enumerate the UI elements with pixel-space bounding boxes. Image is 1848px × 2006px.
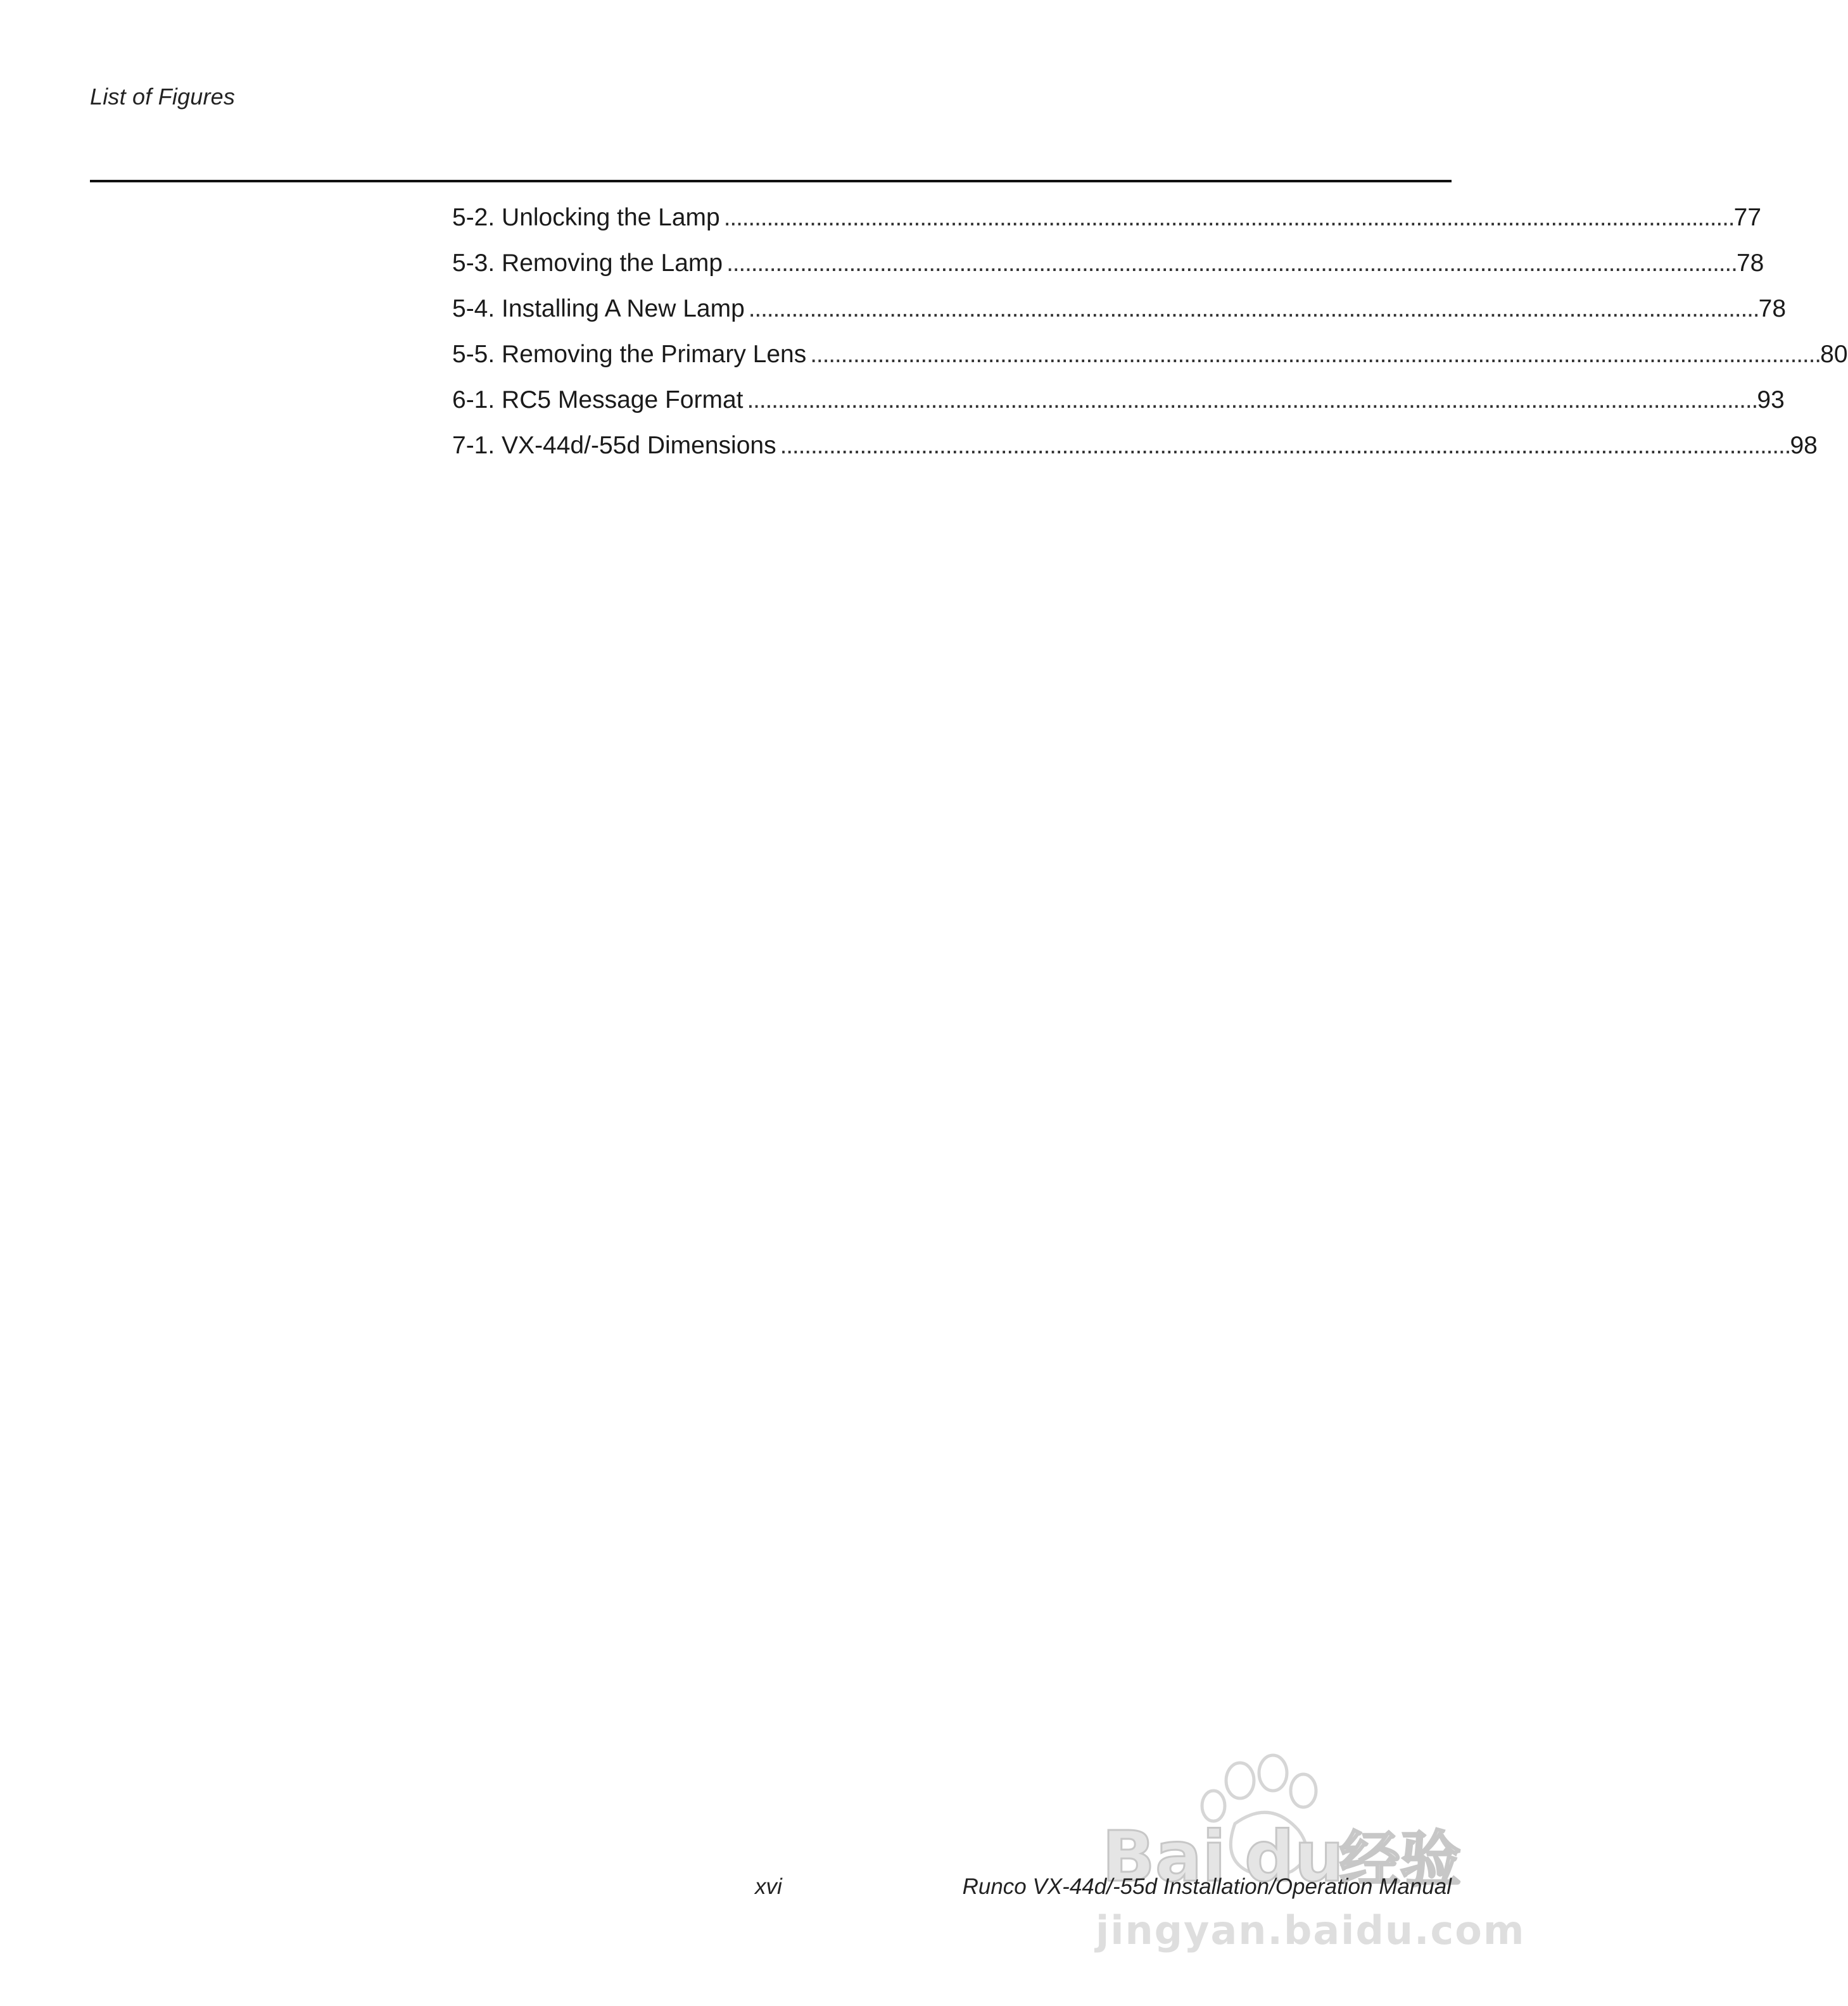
list-of-figures	[452, 204, 1848, 477]
toc-entry[interactable]	[452, 341, 1848, 386]
toc-dot-leader	[749, 295, 1756, 323]
toc-dot-leader	[724, 204, 1731, 232]
toc-entry[interactable]	[452, 386, 1785, 432]
toc-dot-leader	[726, 249, 1734, 277]
svg-text:Bai: Bai	[1102, 1816, 1226, 1897]
toc-entry-title: 6-1. RC5 Message Format	[452, 386, 744, 413]
toc-dot-leader	[747, 386, 1755, 414]
toc-entry-title: 5-4. Installing A New Lamp	[452, 295, 745, 322]
toc-entry-page: 80	[1820, 341, 1848, 368]
toc-entry-page: 98	[1790, 432, 1818, 459]
toc-entry[interactable]	[452, 432, 1818, 477]
svg-text:经验: 经验	[1339, 1824, 1461, 1895]
toc-dot-leader	[810, 341, 1818, 369]
page-header-section-title: List of Figures	[90, 84, 236, 110]
toc-entry-title: 5-3. Removing the Lamp	[452, 249, 723, 277]
header-divider	[90, 180, 1452, 182]
toc-entry-page: 78	[1736, 249, 1764, 277]
svg-text:du: du	[1244, 1816, 1345, 1897]
toc-entry-page: 77	[1733, 204, 1762, 231]
toc-entry[interactable]	[452, 295, 1787, 341]
toc-entry-page: 78	[1758, 295, 1787, 322]
toc-entry-title: 5-5. Removing the Primary Lens	[452, 341, 807, 368]
baidu-paw-watermark-icon	[1089, 1754, 1526, 1969]
toc-entry[interactable]	[452, 249, 1764, 295]
toc-entry-title: 5-2. Unlocking the Lamp	[452, 204, 720, 231]
toc-entry-title: 7-1. VX-44d/-55d Dimensions	[452, 432, 776, 459]
footer-page-number: xvi	[755, 1874, 782, 1899]
toc-entry-page: 93	[1757, 386, 1785, 413]
svg-text:jingyan.baidu.com: jingyan.baidu.com	[1096, 1907, 1526, 1953]
toc-entry[interactable]	[452, 204, 1762, 249]
toc-dot-leader	[780, 432, 1788, 460]
footer-manual-title: Runco VX-44d/-55d Installation/Operation Manual	[962, 1874, 1452, 1899]
